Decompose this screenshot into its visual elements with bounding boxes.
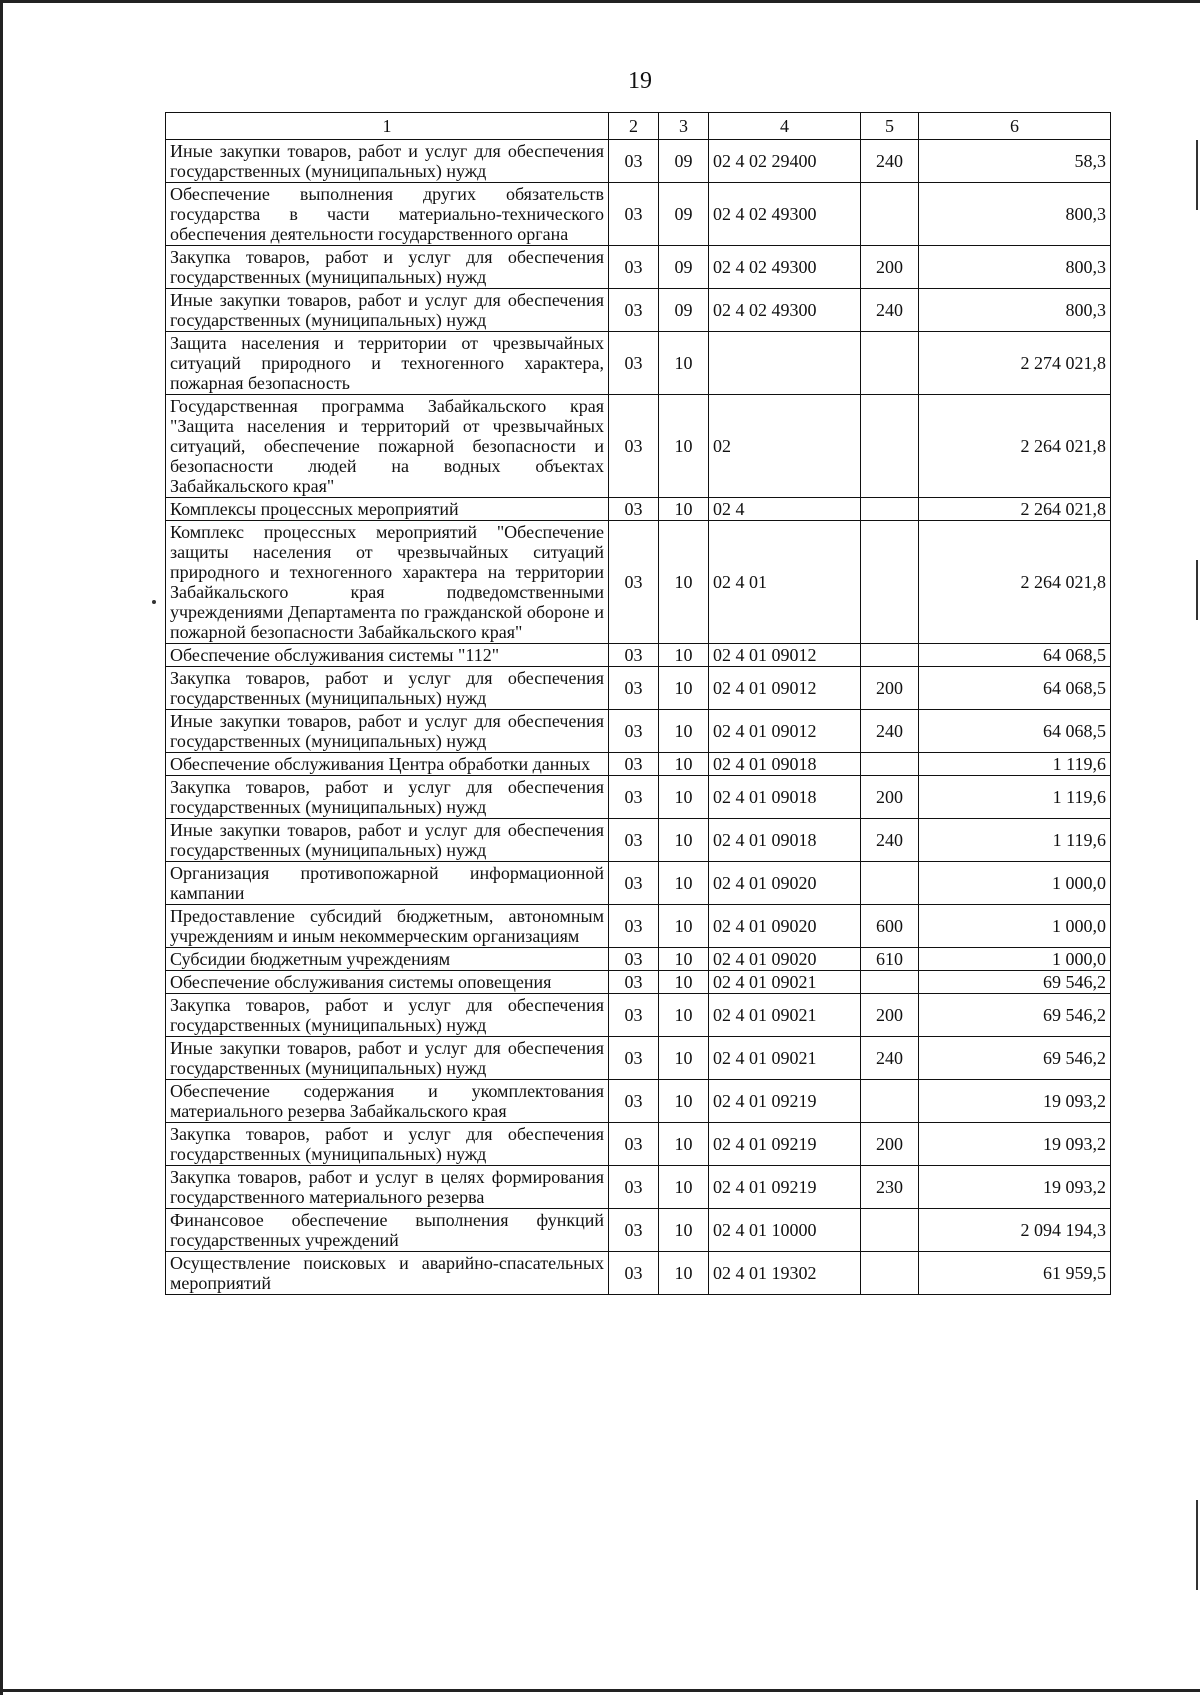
section-code-cell: 03: [609, 246, 659, 289]
subsection-code-cell: 10: [659, 644, 709, 667]
expense-type-cell: 230: [861, 1166, 919, 1209]
expense-type-cell: [861, 395, 919, 498]
subsection-code-cell: 10: [659, 1123, 709, 1166]
subsection-code-cell: 09: [659, 289, 709, 332]
amount-cell: 19 093,2: [919, 1166, 1111, 1209]
table-row: [166, 1209, 1111, 1252]
target-article-cell: 02 4: [709, 498, 861, 521]
table-row: [166, 862, 1111, 905]
subsection-code-cell: 10: [659, 667, 709, 710]
subsection-code-cell: 09: [659, 140, 709, 183]
table-row: [166, 819, 1111, 862]
section-code-cell: 03: [609, 1166, 659, 1209]
section-code-cell: 03: [609, 521, 659, 644]
subsection-code-cell: 10: [659, 819, 709, 862]
expense-name-cell: Иные закупки товаров, работ и услуг для обеспечения государственных (муниципальных) нужд: [166, 1037, 609, 1080]
expense-type-cell: 240: [861, 1037, 919, 1080]
column-header: 6: [919, 113, 1111, 140]
expense-type-cell: [861, 498, 919, 521]
target-article-cell: 02 4 01 09219: [709, 1166, 861, 1209]
amount-cell: 2 274 021,8: [919, 332, 1111, 395]
expense-name-cell: Субсидии бюджетным учреждениям: [166, 948, 609, 971]
expense-name-cell: Иные закупки товаров, работ и услуг для обеспечения государственных (муниципальных) нужд: [166, 140, 609, 183]
expense-name-cell: Государственная программа Забайкальского края "Защита населения и территорий от чрезвычайных ситуаций, обеспечение пожарной безопасности и безопасности людей на водных объектах Забайкальского края": [166, 395, 609, 498]
target-article-cell: 02 4 01 09021: [709, 1037, 861, 1080]
section-code-cell: 03: [609, 644, 659, 667]
scan-edge-mark: [1196, 1500, 1198, 1590]
section-code-cell: 03: [609, 994, 659, 1037]
target-article-cell: 02 4 01 09020: [709, 862, 861, 905]
section-code-cell: 03: [609, 1080, 659, 1123]
budget-table: [165, 112, 1111, 1295]
expense-name-cell: Обеспечение содержания и укомплектования материального резерва Забайкальского края: [166, 1080, 609, 1123]
expense-type-cell: 240: [861, 819, 919, 862]
table-row: [166, 644, 1111, 667]
amount-cell: 69 546,2: [919, 1037, 1111, 1080]
target-article-cell: 02 4 01 09018: [709, 776, 861, 819]
target-article-cell: 02 4 02 49300: [709, 289, 861, 332]
target-article-cell: 02 4 01 09020: [709, 948, 861, 971]
expense-name-cell: Организация противопожарной информационной кампании: [166, 862, 609, 905]
table-row: [166, 710, 1111, 753]
amount-cell: 69 546,2: [919, 994, 1111, 1037]
subsection-code-cell: 10: [659, 710, 709, 753]
table-row: [166, 948, 1111, 971]
amount-cell: 58,3: [919, 140, 1111, 183]
target-article-cell: 02 4 01 09020: [709, 905, 861, 948]
expense-type-cell: 200: [861, 1123, 919, 1166]
page-number-text: 19: [628, 68, 652, 94]
scan-border-bottom: [0, 1689, 1200, 1692]
expense-name-cell: Закупка товаров, работ и услуг для обеспечения государственных (муниципальных) нужд: [166, 1123, 609, 1166]
target-article-cell: 02 4 01 09021: [709, 994, 861, 1037]
subsection-code-cell: 10: [659, 1037, 709, 1080]
section-code-cell: 03: [609, 140, 659, 183]
amount-cell: 1 119,6: [919, 819, 1111, 862]
expense-type-cell: [861, 971, 919, 994]
target-article-cell: 02 4 01 09219: [709, 1123, 861, 1166]
expense-name-cell: Финансовое обеспечение выполнения функций государственных учреждений: [166, 1209, 609, 1252]
expense-name-cell: Иные закупки товаров, работ и услуг для обеспечения государственных (муниципальных) нужд: [166, 710, 609, 753]
expense-type-cell: [861, 644, 919, 667]
expense-type-cell: [861, 332, 919, 395]
table-row: [166, 971, 1111, 994]
expense-type-cell: [861, 1252, 919, 1295]
expense-name-cell: Закупка товаров, работ и услуг для обеспечения государственных (муниципальных) нужд: [166, 246, 609, 289]
column-header: 3: [659, 113, 709, 140]
amount-cell: 19 093,2: [919, 1123, 1111, 1166]
column-header: 1: [166, 113, 609, 140]
expense-type-cell: 200: [861, 667, 919, 710]
table-row: [166, 1166, 1111, 1209]
expense-name-cell: Защита населения и территории от чрезвычайных ситуаций природного и техногенного характера, пожарная безопасность: [166, 332, 609, 395]
page-number: [0, 68, 1200, 95]
target-article-cell: 02 4 01 09021: [709, 971, 861, 994]
column-header: 5: [861, 113, 919, 140]
section-code-cell: 03: [609, 1252, 659, 1295]
target-article-cell: 02 4 01 09012: [709, 644, 861, 667]
target-article-cell: 02 4 01 09018: [709, 753, 861, 776]
section-code-cell: 03: [609, 971, 659, 994]
amount-cell: 64 068,5: [919, 644, 1111, 667]
section-code-cell: 03: [609, 1123, 659, 1166]
amount-cell: 64 068,5: [919, 710, 1111, 753]
amount-cell: 1 119,6: [919, 753, 1111, 776]
amount-cell: 1 000,0: [919, 905, 1111, 948]
scan-speck: [152, 600, 156, 604]
amount-cell: 1 000,0: [919, 948, 1111, 971]
table-row: [166, 994, 1111, 1037]
section-code-cell: 03: [609, 819, 659, 862]
scan-edge-mark: [1196, 560, 1198, 620]
section-code-cell: 03: [609, 498, 659, 521]
subsection-code-cell: 09: [659, 183, 709, 246]
table-row: [166, 753, 1111, 776]
target-article-cell: 02 4 01 09219: [709, 1080, 861, 1123]
table-row: [166, 905, 1111, 948]
expense-type-cell: [861, 1080, 919, 1123]
expense-name-cell: Комплекс процессных мероприятий "Обеспечение защиты населения от чрезвычайных ситуаций природного и техногенного характера на территории Забайкальского края подведомственными учреждениями Департамента по гражданской обороне и пожарной безопасности Забайкальского края": [166, 521, 609, 644]
subsection-code-cell: 10: [659, 971, 709, 994]
target-article-cell: 02: [709, 395, 861, 498]
subsection-code-cell: 10: [659, 994, 709, 1037]
section-code-cell: 03: [609, 332, 659, 395]
amount-cell: 2 264 021,8: [919, 395, 1111, 498]
expense-name-cell: Обеспечение обслуживания системы "112": [166, 644, 609, 667]
section-code-cell: 03: [609, 776, 659, 819]
column-header: 2: [609, 113, 659, 140]
expense-type-cell: [861, 753, 919, 776]
target-article-cell: 02 4 02 49300: [709, 183, 861, 246]
expense-type-cell: [861, 862, 919, 905]
amount-cell: 69 546,2: [919, 971, 1111, 994]
expense-name-cell: Закупка товаров, работ и услуг для обеспечения государственных (муниципальных) нужд: [166, 667, 609, 710]
expense-type-cell: 240: [861, 289, 919, 332]
expense-name-cell: Обеспечение обслуживания системы оповещения: [166, 971, 609, 994]
target-article-cell: 02 4 01 10000: [709, 1209, 861, 1252]
subsection-code-cell: 10: [659, 776, 709, 819]
table-header-row: [166, 113, 1111, 140]
expense-name-cell: Закупка товаров, работ и услуг для обеспечения государственных (муниципальных) нужд: [166, 776, 609, 819]
section-code-cell: 03: [609, 710, 659, 753]
section-code-cell: 03: [609, 183, 659, 246]
amount-cell: 2 264 021,8: [919, 521, 1111, 644]
expense-type-cell: 240: [861, 140, 919, 183]
amount-cell: 800,3: [919, 183, 1111, 246]
expense-type-cell: 200: [861, 994, 919, 1037]
amount-cell: 19 093,2: [919, 1080, 1111, 1123]
subsection-code-cell: 10: [659, 1166, 709, 1209]
section-code-cell: 03: [609, 395, 659, 498]
table-body: [166, 140, 1111, 1295]
subsection-code-cell: 10: [659, 332, 709, 395]
subsection-code-cell: 10: [659, 753, 709, 776]
table-row: [166, 521, 1111, 644]
expense-type-cell: 240: [861, 710, 919, 753]
table-row: [166, 1037, 1111, 1080]
column-header: 4: [709, 113, 861, 140]
table-row: [166, 183, 1111, 246]
expense-name-cell: Осуществление поисковых и аварийно-спасательных мероприятий: [166, 1252, 609, 1295]
table-row: [166, 246, 1111, 289]
amount-cell: 1 119,6: [919, 776, 1111, 819]
table-row: [166, 289, 1111, 332]
expense-type-cell: 200: [861, 246, 919, 289]
subsection-code-cell: 10: [659, 862, 709, 905]
expense-name-cell: Иные закупки товаров, работ и услуг для обеспечения государственных (муниципальных) нужд: [166, 819, 609, 862]
expense-name-cell: Обеспечение обслуживания Центра обработки данных: [166, 753, 609, 776]
scan-border-top: [0, 0, 1200, 3]
target-article-cell: 02 4 02 49300: [709, 246, 861, 289]
amount-cell: 64 068,5: [919, 667, 1111, 710]
target-article-cell: [709, 332, 861, 395]
table-row: [166, 1252, 1111, 1295]
section-code-cell: 03: [609, 862, 659, 905]
expense-name-cell: Иные закупки товаров, работ и услуг для обеспечения государственных (муниципальных) нужд: [166, 289, 609, 332]
table-row: [166, 498, 1111, 521]
subsection-code-cell: 10: [659, 948, 709, 971]
subsection-code-cell: 10: [659, 1252, 709, 1295]
expense-type-cell: [861, 521, 919, 644]
amount-cell: 2 264 021,8: [919, 498, 1111, 521]
section-code-cell: 03: [609, 289, 659, 332]
amount-cell: 1 000,0: [919, 862, 1111, 905]
table-row: [166, 776, 1111, 819]
subsection-code-cell: 10: [659, 521, 709, 644]
amount-cell: 800,3: [919, 289, 1111, 332]
table-row: [166, 667, 1111, 710]
table-row: [166, 395, 1111, 498]
target-article-cell: 02 4 01 09018: [709, 819, 861, 862]
subsection-code-cell: 10: [659, 1209, 709, 1252]
target-article-cell: 02 4 02 29400: [709, 140, 861, 183]
expense-type-cell: 600: [861, 905, 919, 948]
section-code-cell: 03: [609, 1209, 659, 1252]
expense-type-cell: [861, 183, 919, 246]
scan-border-left: [0, 0, 3, 1695]
target-article-cell: 02 4 01 09012: [709, 667, 861, 710]
expense-name-cell: Обеспечение выполнения других обязательств государства в части материально-технического обеспечения деятельности государственного органа: [166, 183, 609, 246]
expense-name-cell: Комплексы процессных мероприятий: [166, 498, 609, 521]
expense-name-cell: Предоставление субсидий бюджетным, автономным учреждениям и иным некоммерческим организациям: [166, 905, 609, 948]
table-row: [166, 332, 1111, 395]
section-code-cell: 03: [609, 905, 659, 948]
scan-edge-mark: [1196, 140, 1198, 210]
subsection-code-cell: 10: [659, 1080, 709, 1123]
target-article-cell: 02 4 01: [709, 521, 861, 644]
expense-type-cell: [861, 1209, 919, 1252]
table-row: [166, 1080, 1111, 1123]
section-code-cell: 03: [609, 667, 659, 710]
table-row: [166, 140, 1111, 183]
expense-type-cell: 610: [861, 948, 919, 971]
amount-cell: 61 959,5: [919, 1252, 1111, 1295]
subsection-code-cell: 10: [659, 905, 709, 948]
section-code-cell: 03: [609, 753, 659, 776]
subsection-code-cell: 09: [659, 246, 709, 289]
expense-type-cell: 200: [861, 776, 919, 819]
subsection-code-cell: 10: [659, 498, 709, 521]
subsection-code-cell: 10: [659, 395, 709, 498]
target-article-cell: 02 4 01 09012: [709, 710, 861, 753]
section-code-cell: 03: [609, 948, 659, 971]
expense-name-cell: Закупка товаров, работ и услуг для обеспечения государственных (муниципальных) нужд: [166, 994, 609, 1037]
table-row: [166, 1123, 1111, 1166]
target-article-cell: 02 4 01 19302: [709, 1252, 861, 1295]
section-code-cell: 03: [609, 1037, 659, 1080]
amount-cell: 800,3: [919, 246, 1111, 289]
amount-cell: 2 094 194,3: [919, 1209, 1111, 1252]
expense-name-cell: Закупка товаров, работ и услуг в целях формирования государственного материального резерва: [166, 1166, 609, 1209]
